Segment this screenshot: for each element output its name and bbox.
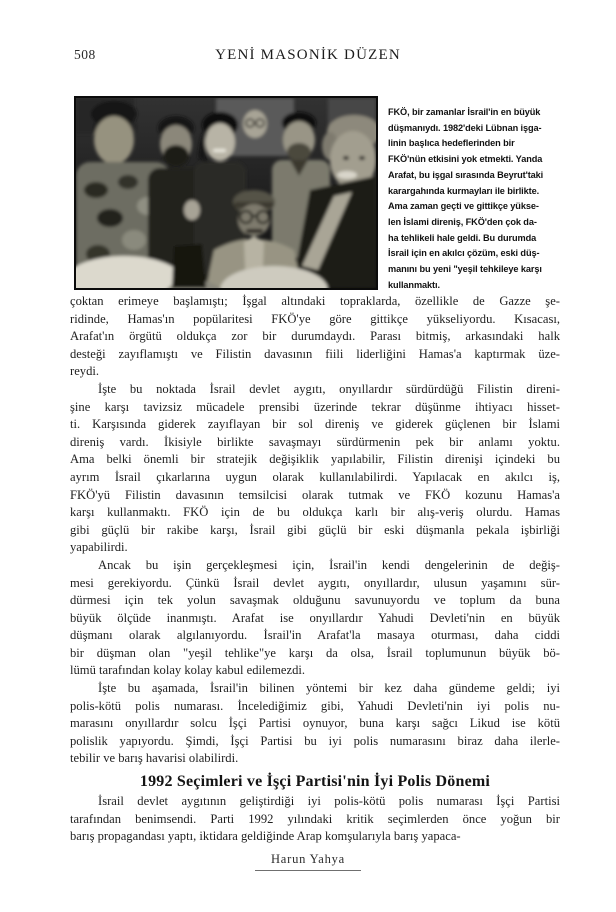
- text-line: ridinde, Hamas'ın popülaritesi FKÖ'ye göre gittikçe yükseliyordu. Kısacası,: [70, 311, 560, 326]
- page-number: 508: [74, 47, 96, 62]
- text-line: reydi.: [70, 364, 100, 379]
- text-line: lümü tarafından kolay kolay kabul edilemezdi.: [70, 663, 306, 678]
- header-title: YENİ MASONİK DÜZEN: [215, 47, 401, 63]
- paragraph: [70, 680, 560, 768]
- text-line: dürmesi için tek yolun savaşmak olduğunu savunuyordu ve toplum da buna: [70, 593, 560, 608]
- text-line: Ama belki önemli bir stratejik değişiklik yapılabilir, Filistin direnişi içindeki bu: [70, 452, 560, 467]
- paragraph: [70, 557, 560, 680]
- caption-line: Ama zaman geçti ve gittikçe yükse-: [388, 201, 539, 212]
- photo-caption: [388, 96, 558, 293]
- caption-line: kullanmaktı.: [388, 279, 440, 290]
- photo-figure: [74, 96, 558, 293]
- caption-line: linin başlıca hedeflerinden bir: [388, 138, 515, 149]
- text-line: Arafat'ın örgütü oldukça zor bir durumdaydı. Parası bitmiş, arkasındaki halk: [70, 329, 560, 344]
- caption-line: FKÖ, bir zamanlar İsrail'in en büyük: [388, 107, 541, 117]
- caption-line: karargahında kurmayları ile birlikte.: [388, 185, 540, 196]
- text-line: Ancak bu işin gerçekleşmesi için, İsrail'in kendi dengelerinin de değiş-: [98, 557, 560, 572]
- text-line: tarafından benimsendi. Parti 1992 yılındaki kritik seçimlerden önce yoğun bir: [70, 811, 560, 826]
- text-line: düşmanı olarak algılanıyordu. İsrail'in Arafat'la masaya oturması, daha ciddi: [70, 628, 560, 643]
- text-line: yapabilirdi.: [70, 540, 128, 555]
- text-line: direniş vardı. İkisiyle birlikte savaşmayı sürdürmenin pek bir anlamı yoktu.: [70, 434, 560, 449]
- text-line: İşte bu aşamada, İsrail'in bilinen yöntemi bir kez daha gündeme geldi; iyi: [98, 681, 560, 696]
- text-line: barış propagandası yaptı, iktidara geldiğinde Arap komşularıyla barış yapaca-: [70, 829, 461, 844]
- text-line: şine karşı tavizsiz mücadele prensibi üzerinde tekrar düşünme ihtiyacı hisset-: [70, 399, 560, 414]
- text-line: tebilir ve barış havarisi olabilirdi.: [70, 751, 239, 766]
- text-line: büyük ölçüde inanmıştı. Arafat ise onyıllardır Yahudi Devleti'nin en büyük: [70, 610, 560, 625]
- group-photo-image: [74, 96, 378, 290]
- text-line: marasını onyıllardır solcu İşçi Partisi oynuyor, buna karşı sağcı Likud ise kötü: [70, 716, 560, 731]
- caption-line: len İslami direniş, FKÖ'den çok da-: [388, 216, 537, 227]
- body-text: [70, 293, 560, 846]
- caption-line: FKÖ'nün etkisini yok etmekti. Yanda: [388, 154, 543, 165]
- page-footer: [0, 850, 616, 871]
- text-line: ayrım İsrail çıkarlarına uygun olarak kullanılabilirdi. Yapılacak en akılcı iş,: [70, 469, 560, 484]
- text-line: gibi güçlü bir rakibe karşı, İsrail gibi güçlü bir eski düşmanla pekala işbirliği: [70, 522, 560, 537]
- text-line: karşı kullanmaktı. FKÖ için de bu oldukça karlı bir alış-veriş olurdu. Hamas: [70, 505, 560, 520]
- caption-line: düşmanıydı. 1982'deki Lübnan işga-: [388, 122, 542, 133]
- text-line: polis-kötü polis numarası. İncelediğimiz gibi, Yahudi Devleti'nin iyi polis nu-: [70, 698, 560, 713]
- text-line: bir düşman olan "yeşil tehlike"ye karşı da olsa, İsrail toplumunun büyük bö-: [70, 645, 560, 660]
- paragraph: [70, 293, 560, 381]
- text-line: ti. Karşısında giderek zayıflayan bir sol direniş ve giderek güçlenen bir İslami: [70, 417, 560, 432]
- section-heading: 1992 Seçimleri ve İşçi Partisi'nin İyi Polis Dönemi: [139, 773, 491, 791]
- footer-author: Harun Yahya: [255, 852, 361, 871]
- text-line: mesi gerekiyordu. Çünkü İsrail devlet aygıtı, onyıllardır, ulusun yaşamını sür-: [70, 575, 560, 590]
- group-photo-illustration: [76, 98, 376, 288]
- caption-line: İsrail için en akılcı çözüm, eski düş-: [388, 248, 540, 259]
- caption-line: manını bu yeni "yeşil tehkileye karşı: [388, 264, 542, 275]
- text-line: İsrail devlet aygıtının geliştirdiği iyi polis-kötü polis numarası İşçi Partisi: [98, 794, 560, 809]
- page-header: [70, 47, 560, 67]
- text-line: polislik yapıyordu. Şimdi, İşçi Partisi bu iyi polis numarasını biraz daha ilerle-: [70, 733, 560, 748]
- caption-line: Arafat, bu işgal sırasında Beyrut'taki: [388, 169, 544, 180]
- paragraph: [70, 381, 560, 557]
- caption-line: ha tehlikeli hale geldi. Bu durumda: [388, 232, 537, 243]
- text-line: İşte bu noktada İsrail devlet aygıtı, onyıllardır sürdürdüğü Filistin direni-: [98, 381, 560, 396]
- text-line: çoktan erimeye başlamıştı; İşgal altındaki topraklarda, özellikle de Gazze şe-: [70, 294, 560, 308]
- paragraph: [70, 793, 560, 846]
- text-line: desteği zayıflamıştı ve Filistin davasının fiili liderliğini Hamas'a kaptırmak üze-: [70, 346, 560, 361]
- text-line: FKÖ'yü Filistin davasının temsilcisi olarak tutmak ve FKÖ kozunu Hamas'a: [70, 487, 560, 502]
